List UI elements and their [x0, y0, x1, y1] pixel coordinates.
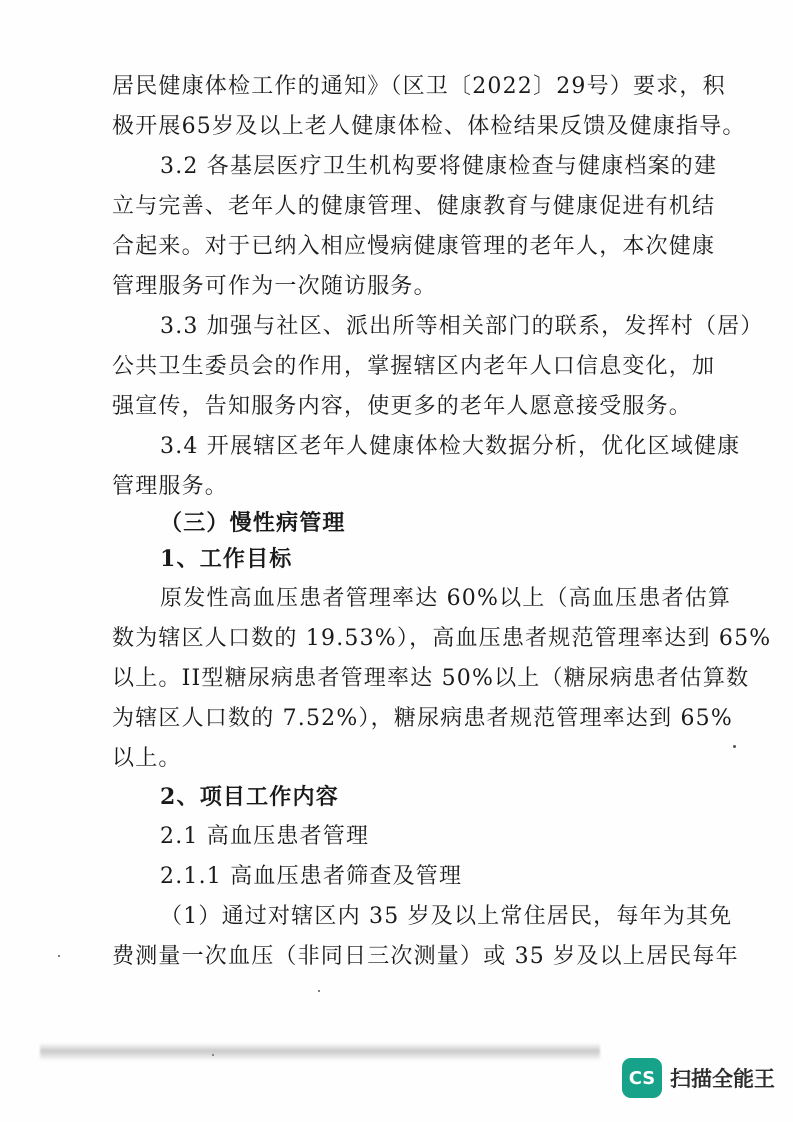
subheading-work-goal: 1、工作目标 — [160, 546, 293, 572]
paragraph-3-4-line-2: 管理服务。 — [112, 474, 229, 499]
screening-line-2: 费测量一次血压（非同日三次测量）或 35 岁及以上居民每年 — [112, 944, 739, 969]
section-heading-chronic-disease: （三）慢性病管理 — [160, 510, 346, 536]
paragraph-3-2-line-1: 3.2 各基层医疗卫生机构要将健康检查与健康档案的建 — [160, 154, 718, 179]
camscanner-logo-icon: CS — [622, 1058, 662, 1098]
paragraph-3-3-line-2: 公共卫生委员会的作用，掌握辖区内老年人口信息变化，加 — [112, 354, 716, 379]
subheading-project-content: 2、项目工作内容 — [160, 784, 339, 810]
goal-line-3: 以上。II型糖尿病患者管理率达 50%以上（糖尿病患者估算数 — [112, 666, 750, 691]
goal-line-1: 原发性高血压患者管理率达 60%以上（高血压患者估算 — [160, 586, 732, 611]
paragraph-3-4-line-1: 3.4 开展辖区老年人健康体检大数据分析，优化区域健康 — [160, 434, 741, 459]
scan-shadow-strip — [40, 1043, 600, 1061]
paragraph-line-2: 极开展65岁及以上老人健康体检、体检结果反馈及健康指导。 — [112, 114, 746, 139]
scan-speck — [58, 955, 60, 957]
paragraph-3-2-line-2: 立与完善、老年人的健康管理、健康教育与健康促进有机结 — [112, 194, 716, 219]
goal-line-5: 以上。 — [112, 746, 182, 771]
scan-speck — [733, 745, 736, 748]
watermark-app-name: 扫描全能王 — [670, 1067, 775, 1091]
scanner-watermark — [622, 1058, 775, 1098]
paragraph-3-2-line-3: 合起来。对于已纳入相应慢病健康管理的老年人，本次健康 — [112, 234, 716, 259]
paragraph-line-1: 居民健康体检工作的通知》（区卫〔2022〕29号）要求，积 — [112, 74, 726, 99]
goal-line-2: 数为辖区人口数的 19.53%），高血压患者规范管理率达到 65% — [112, 626, 772, 651]
item-2-1-1-heading: 2.1.1 高血压患者筛查及管理 — [160, 864, 463, 889]
paragraph-3-2-line-4: 管理服务可作为一次随访服务。 — [112, 274, 437, 299]
scan-speck — [318, 990, 320, 992]
goal-line-4: 为辖区人口数的 7.52%），糖尿病患者规范管理率达到 65% — [112, 706, 733, 731]
item-2-1-heading: 2.1 高血压患者管理 — [160, 824, 370, 849]
paragraph-3-3-line-1: 3.3 加强与社区、派出所等相关部门的联系，发挥村（居） — [160, 314, 764, 339]
screening-line-1: （1）通过对辖区内 35 岁及以上常住居民，每年为其免 — [160, 904, 733, 929]
paragraph-3-3-line-3: 强宣传，告知服务内容，使更多的老年人愿意接受服务。 — [112, 394, 693, 419]
